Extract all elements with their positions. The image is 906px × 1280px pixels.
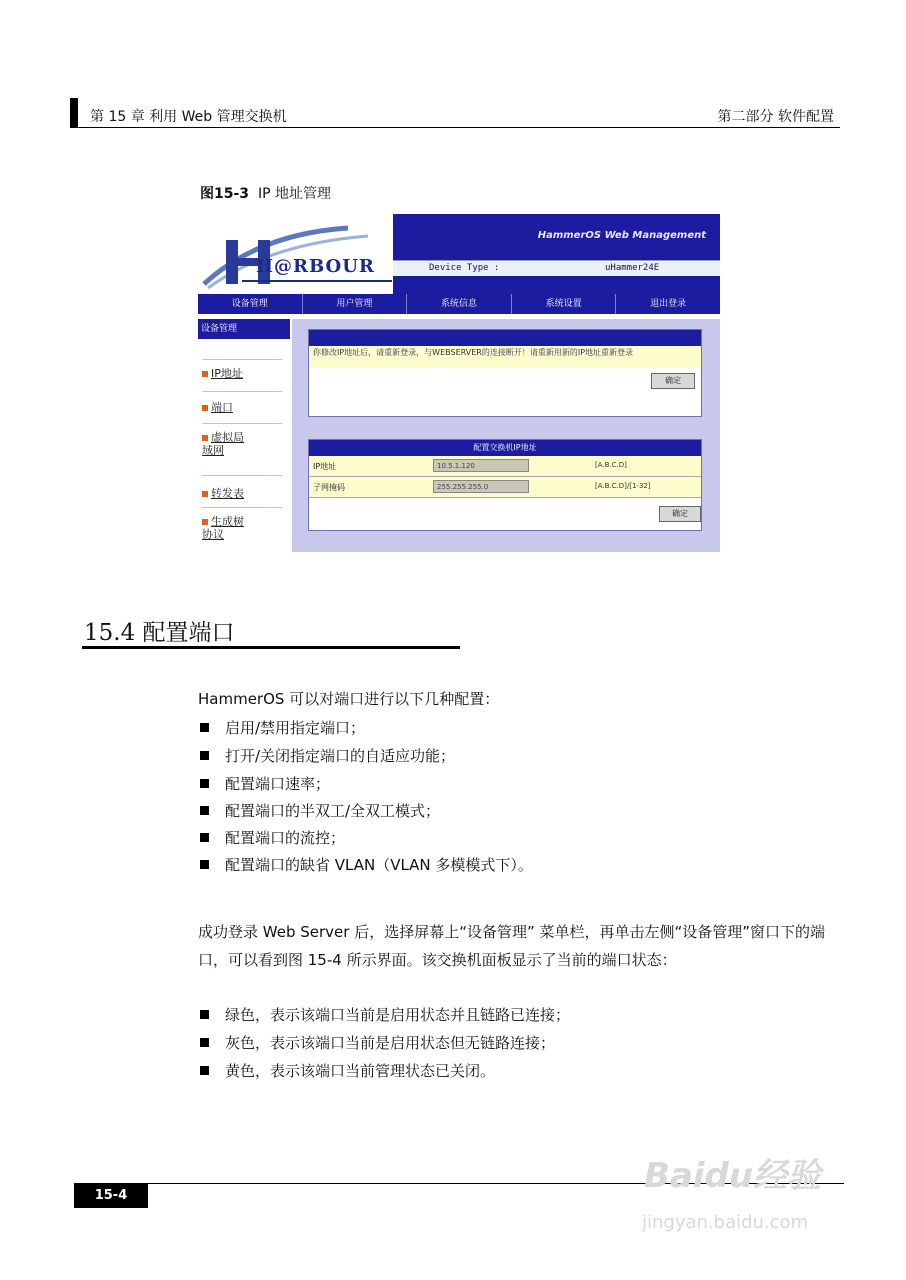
banner-tail <box>393 276 720 294</box>
watermark: Baidu经验 <box>644 1156 822 1196</box>
ip-row <box>309 456 701 477</box>
mask-label: 子网掩码 <box>313 483 345 492</box>
section-intro: HammerOS 可以对端口进行以下几种配置： <box>198 690 500 708</box>
sidebar-item-port[interactable]: 端口 <box>202 399 233 415</box>
ip-input[interactable]: 10.5.1.120 <box>433 459 529 472</box>
sidebar-item-ip[interactable]: IP地址 <box>202 365 243 381</box>
warning-panel <box>308 329 702 417</box>
ip-config-panel <box>308 439 702 531</box>
nav-logout[interactable]: 退出登录 <box>650 299 687 309</box>
square-bullet-icon <box>200 751 209 760</box>
chapter-header: 第 15 章 利用 Web 管理交换机 <box>90 109 287 125</box>
header-bar <box>70 98 78 128</box>
harbour-logo-swoosh-icon <box>198 214 393 294</box>
list-item: 配置端口速率； <box>200 773 330 794</box>
top-banner <box>393 214 720 260</box>
logo-area <box>198 214 393 294</box>
sidebar <box>198 319 290 552</box>
bullet-icon <box>202 371 208 377</box>
list-item: 灰色，表示该端口当前是启用状态但无链路连接； <box>200 1032 555 1053</box>
ok-button[interactable]: 确定 <box>659 506 701 522</box>
sidebar-item-vlan[interactable]: 虚拟局域网 <box>202 431 244 457</box>
list-item: 打开/关闭指定端口的自适应功能； <box>200 745 455 766</box>
confirm-button[interactable]: 确定 <box>651 373 695 389</box>
mask-row <box>309 477 701 498</box>
sidebar-item-fdb[interactable]: 转发表 <box>202 485 244 501</box>
header-rule <box>70 127 840 128</box>
list-item: 配置端口的缺省 VLAN（VLAN 多模模式下）。 <box>200 854 533 875</box>
main-panel <box>292 319 720 552</box>
square-bullet-icon <box>200 1010 209 1019</box>
logo-text: H@RBOUR <box>256 256 375 277</box>
figure-label: 图15-3 <box>200 186 250 202</box>
page-number: 15-4 <box>74 1184 148 1208</box>
square-bullet-icon <box>200 1038 209 1047</box>
mask-input[interactable]: 255.255.255.0 <box>433 480 529 493</box>
mask-hint: [A.B.C.D]/[1-32] <box>595 482 651 490</box>
section-rule <box>82 646 460 649</box>
bullet-icon <box>202 491 208 497</box>
list-item: 配置端口的半双工/全双工模式； <box>200 800 440 821</box>
list-item: 绿色，表示该端口当前是启用状态并且链路已连接； <box>200 1004 570 1025</box>
list-item: 配置端口的流控； <box>200 827 345 848</box>
bullet-icon <box>202 435 208 441</box>
part-header: 第二部分 软件配置 <box>717 109 834 125</box>
nav-user-management[interactable]: 用户管理 <box>303 294 408 314</box>
square-bullet-icon <box>200 833 209 842</box>
device-type-value: uHammer24E <box>605 263 660 273</box>
watermark-url: jingyan.baidu.com <box>642 1212 809 1233</box>
figure-title: IP 地址管理 <box>257 186 331 202</box>
device-type-label: Device Type : <box>429 263 500 273</box>
app-title: HammerOS Web Management <box>537 230 706 241</box>
sidebar-title: 设备管理 <box>198 319 290 339</box>
bullet-icon <box>202 405 208 411</box>
warning-message: 你修改IP地址后，请重新登录，与WEBSERVER的连接断开！请重新用新的IP地址重新登录 <box>309 346 701 368</box>
top-nav <box>198 294 720 314</box>
sidebar-item-stp[interactable]: 生成树协议 <box>202 515 244 541</box>
figure-screenshot <box>198 214 720 552</box>
section-title: 15.4 配置端口 <box>84 620 235 646</box>
nav-system-info[interactable]: 系统信息 <box>407 294 512 314</box>
nav-system-settings[interactable]: 系统设置 <box>512 294 617 314</box>
list-item: 启用/禁用指定端口； <box>200 717 365 738</box>
figure-caption <box>200 183 331 203</box>
square-bullet-icon <box>200 806 209 815</box>
ip-hint: [A.B.C.D] <box>595 461 627 469</box>
ip-label: IP地址 <box>313 462 337 471</box>
body-paragraph: 成功登录 Web Server 后，选择屏幕上“设备管理” 菜单栏，再单击左侧“设备管理”窗口下的端口，可以看到图 15-4 所示界面。该交换机面板显示了当前的端口状态： <box>198 923 826 969</box>
bullet-icon <box>202 519 208 525</box>
square-bullet-icon <box>200 779 209 788</box>
list-item: 黄色，表示该端口当前管理状态已关闭。 <box>200 1060 495 1081</box>
nav-device-management[interactable]: 设备管理 <box>198 294 303 314</box>
ip-panel-title: 配置交换机IP地址 <box>309 440 701 456</box>
square-bullet-icon <box>200 1066 209 1075</box>
square-bullet-icon <box>200 860 209 869</box>
square-bullet-icon <box>200 723 209 732</box>
